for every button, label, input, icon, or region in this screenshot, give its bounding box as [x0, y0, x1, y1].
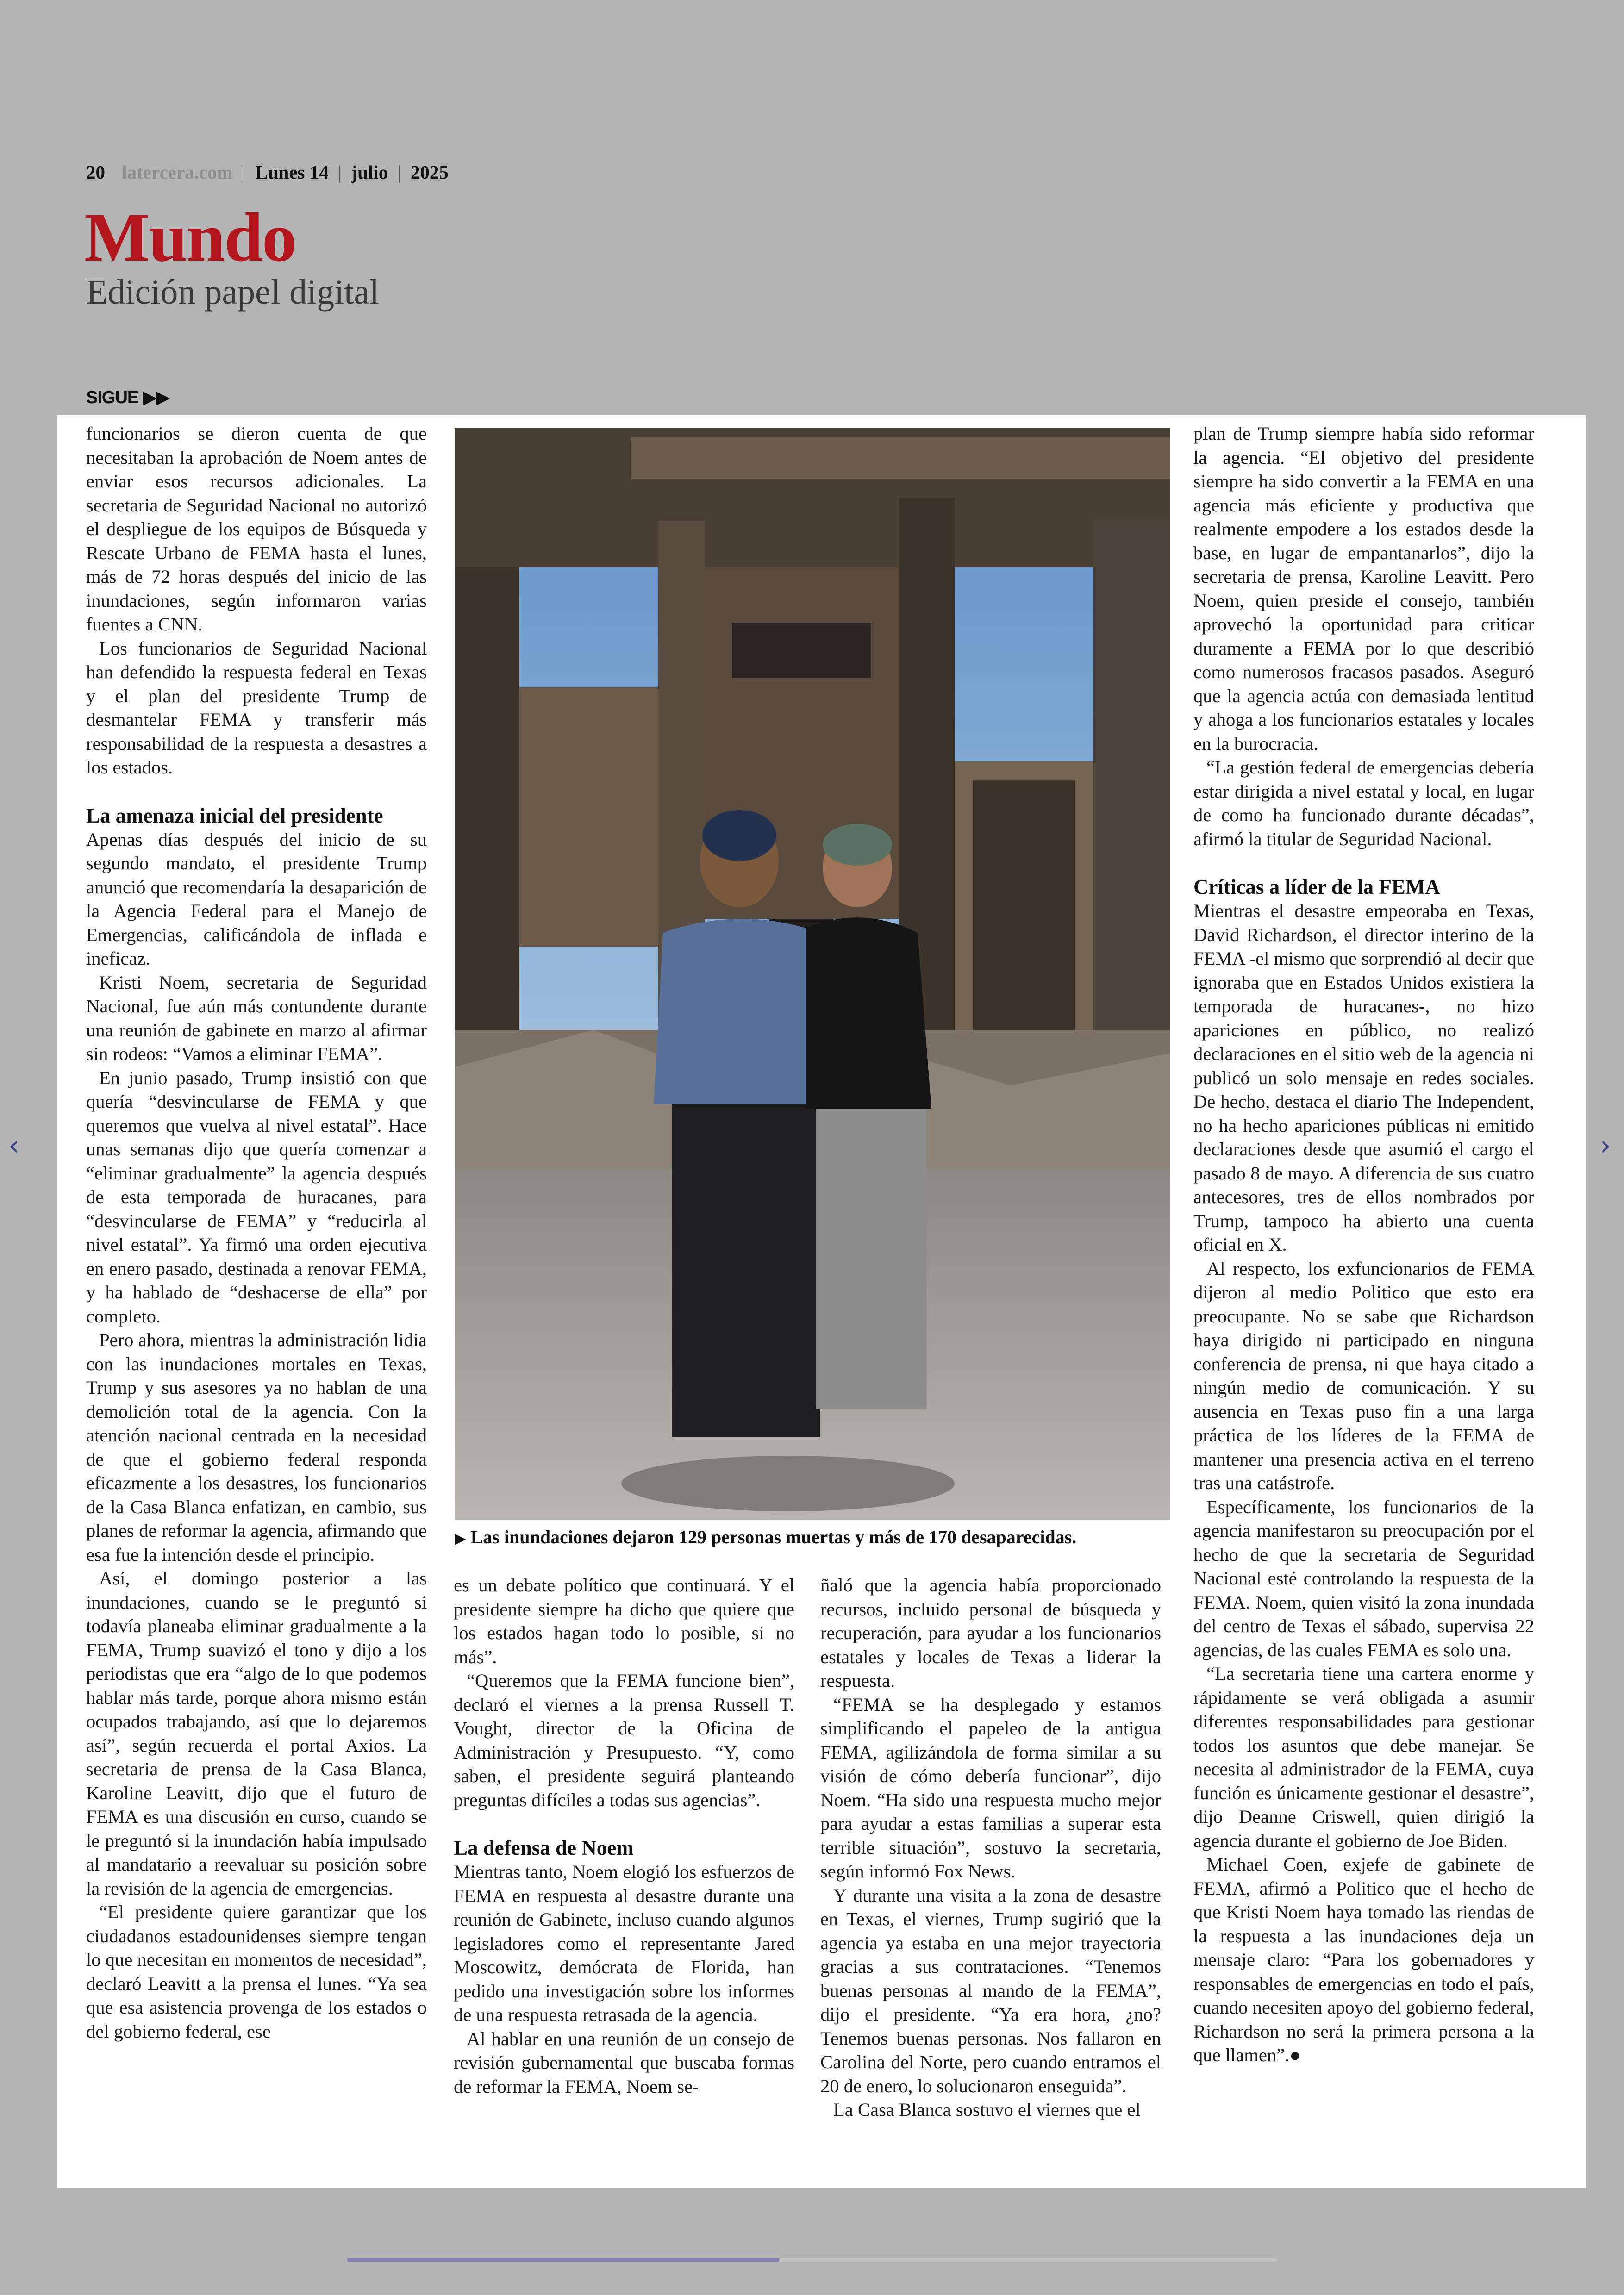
paragraph: Y durante una visita a la zona de desastre en Texas, el viernes, Trump sugirió que la agencia ya estaba en una mejor trayectoria gracias a sus contrataciones. “Tenemos buenas personas al mando de la FEMA”, dijo el presidente. “Ya era hora, ¿no? Tenemos buenas personas. Nos fallaron en Carolina del Norte, pero cuando entramos el 20 de enero, lo solucionaron enseguida”. — [820, 1884, 1161, 2096]
paragraph: Específicamente, los funcionarios de la agencia manifestaron su preocupación por el hecho de que la secretaria de Seguridad Nacional esté controlando la respuesta de la FEMA. Noem, quien visitó la zona inundada del centro de Texas el sábado, supervisa 22 agencias, de las cuales FEMA es solo una. — [1193, 1496, 1534, 1660]
paragraph: Michael Coen, exjefe de gabinete de FEMA, afirmó a Politico que el hecho de que Kristi Noem haya tomado las riendas de la respuesta a las inundaciones deja un mensaje claro: “Para los gobernadores y responsables de emergencias en todo el país, cuando necesiten apoyo del gobierno federal, Richardson no será la primera persona a la que llamen”.● — [1193, 1854, 1534, 2065]
paragraph: Los funcionarios de Seguridad Nacional han defendido la respuesta federal en Texas y el plan del presidente Trump de desmantelar FEMA y transferir más responsabilidad de la respuesta a desastres a los estados. — [86, 637, 427, 778]
paragraph: plan de Trump siempre había sido reformar la agencia. “El objetivo del presidente siempre ha sido convertir a la FEMA en una agencia más eficiente y productiva que realmente empodere a los estados desde la base, en lugar de empantanarlos”, dijo la secretaria de prensa, Karoline Leavitt. Pero Noem, quien preside el consejo, también aprovechó la oportunidad para criticar duramente a FEMA por lo que describió como numerosos fracasos pasados. Aseguró que la agencia actúa con demasiada lentitud y ahoga a los funcionarios estatales y locales en la burocracia. — [1193, 423, 1534, 754]
subheading: La defensa de Noem — [454, 1836, 634, 1859]
site-name: latercera.com — [122, 162, 233, 183]
date-month: julio — [351, 162, 388, 183]
paragraph: “El presidente quiere garantizar que los ciudadanos estadounidenses siempre tengan lo que necesitan en momentos de necesidad”, declaró Leavitt a la prensa el lunes. “Ya sea que esa asistencia provenga de los estados o del gobierno federal, ese — [86, 1902, 427, 2042]
article-column-1 — [86, 422, 427, 2162]
page-number: 20 — [86, 162, 105, 183]
paragraph: “Queremos que la FEMA funcione bien”, declaró el viernes a la prensa Russell T. Vought, director de la Oficina de Administración y Presupuesto. “Y, como saben, el presidente seguirá planteando preguntas difíciles a todas sus agencias”. — [454, 1670, 794, 1810]
paragraph: funcionarios se dieron cuenta de que necesitaban la aprobación de Noem antes de enviar esos recursos adicionales. La secretaria de Seguridad Nacional no autorizó el despliegue de los equipos de Búsqueda y Rescate Urbano de FEMA hasta el lunes, más de 72 horas después del inicio de las inundaciones, según informaron varias fuentes a CNN. — [86, 423, 427, 635]
section-title: Mundo — [84, 199, 296, 276]
paragraph: En junio pasado, Trump insistió con que quería “desvincularse de FEMA y que queremos que vuelva al nivel estatal”. Hace unas semanas dijo que quería comenzar a “eliminar gradualmente” la agencia después de esta temporada de huracanes, para “desvincularse de FEMA” y “reducirla al nivel estatal”. Ya firmó una orden ejecutiva en enero pasado, destinada a renovar FEMA, y ha hablado de “deshacerse de ella” por completo. — [86, 1067, 427, 1327]
chevron-right-icon[interactable]: › — [1600, 1129, 1611, 1162]
paragraph: “FEMA se ha desplegado y estamos simplificando el papeleo de la antigua FEMA, agilizándola de forma similar a su visión de cómo debería funcionar”, dijo Noem. “Ha sido una respuesta mucho mejor para ayudar a estas familias a superar esta terrible situación”, sostuvo la secretaria, según informó Fox News. — [820, 1694, 1161, 1882]
paragraph: Apenas días después del inicio de su segundo mandato, el presidente Trump anunció que recomendaría la desaparición de la Agencia Federal para el Manejo de Emergencias, calificándola de inflada e ineficaz. — [86, 829, 427, 969]
paragraph: La Casa Blanca sostuvo el viernes que el — [833, 2099, 1141, 2120]
reading-progress-fill — [347, 2258, 780, 2262]
date-year: 2025 — [410, 162, 449, 183]
section-subtitle: Edición papel digital — [86, 273, 380, 312]
newspaper-page — [57, 415, 1586, 2188]
paragraph: Al respecto, los exfuncionarios de FEMA dijeron al medio Politico que esto era preocupante. No se sabe que Richardson haya dirigido ni participado en ninguna conferencia de prensa, ni que haya citado a ningún medio de comunicación. Y su ausencia en Texas puso fin a una larga práctica de los líderes de la FEMA de mantener una presencia activa en el terreno tras una catástrofe. — [1193, 1258, 1534, 1493]
article-photo — [455, 428, 1170, 1520]
reading-progress-bar[interactable] — [347, 2258, 1277, 2262]
chevron-left-icon[interactable]: ‹ — [8, 1129, 19, 1162]
paragraph: Kristi Noem, secretaria de Seguridad Nacional, fue aún más contundente durante una reunión de gabinete en marzo al afirmar sin rodeos: “Vamos a eliminar FEMA”. — [86, 972, 427, 1064]
paragraph: es un debate político que continuará. Y el presidente siempre ha dicho que quiere que los estados hagan todo lo posible, si no más”. — [454, 1575, 794, 1667]
article-column-2 — [454, 1573, 794, 2161]
subheading: La amenaza inicial del presidente — [86, 804, 383, 827]
page-header: 20 latercera.com | Lunes 14 | julio | 2025 — [86, 162, 449, 183]
date-day: Lunes 14 — [255, 162, 329, 183]
article-column-4 — [1193, 422, 1534, 2162]
photo-caption: ▶ Las inundaciones dejaron 129 personas muertas y más de 170 desaparecidas. — [455, 1527, 1077, 1547]
article-column-3 — [820, 1573, 1161, 2161]
paragraph: Mientras el desastre empeoraba en Texas, David Richardson, el director interino de la FEMA -el mismo que sorprendió al decir que ignoraba que en Estados Unidos existiera la temporada de huracanes-, no hizo apariciones en público, no realizó declaraciones en el sitio web de la agencia ni publicó un solo mensaje en redes sociales. De hecho, destaca el diario The Independent, no ha hecho apariciones públicas ni emitido declaraciones desde que asumió el cargo el pasado 8 de mayo. A diferencia de sus cuatro antecesores, tres de ellos nombrados por Trump, tampoco ha abierto una cuenta oficial en X. — [1193, 900, 1534, 1255]
paragraph: Pero ahora, mientras la administración lidia con las inundaciones mortales en Texas, Trump y sus asesores ya no hablan de una demolición total de la agencia. Con la atención nacional centrada en la necesidad de que el gobierno federal responda eficazmente a los desastres, los funcionarios de la Casa Blanca enfatizan, en cambio, sus planes de reformar la agencia, afirmando que esa fue la intención desde el principio. — [86, 1329, 427, 1565]
triangle-right-icon: ▶ — [455, 1530, 466, 1547]
paragraph: Así, el domingo posterior a las inundaciones, cuando se le preguntó si todavía planeaba eliminar gradualmente a la FEMA, Trump suavizó el tono y dijo a los periodistas que era “algo de lo que podemos hablar más tarde, porque ahora mismo están ocupados trabajando, así que lo dejaremos así”, según recuerda el portal Axios. La secretaria de prensa de la Casa Blanca, Karoline Leavitt, dijo que el futuro de FEMA es una discusión en curso, cuando se le preguntó si la inundación había impulsado al mandatario a reevaluar su posición sobre la revisión de la agencia de emergencias. — [86, 1568, 427, 1899]
paragraph: “La secretaria tiene una cartera enorme y rápidamente se verá obligada a asumir diferentes responsabilidades para gestionar todos los asuntos que debe manejar. Se necesita al administrador de la FEMA, cuya función es únicamente gestionar el desastre”, dijo Deanne Criswell, quien dirigió la agencia durante el gobierno de Joe Biden. — [1193, 1663, 1534, 1851]
subheading: Críticas a líder de la FEMA — [1193, 875, 1440, 898]
end-mark: ● — [1289, 2045, 1301, 2065]
paragraph: Mientras tanto, Noem elogió los esfuerzos de FEMA en respuesta al desastre durante una reunión de Gabinete, incluso cuando algunos legisladores como el representante Jared Moscowitz, demócrata de Florida, han pedido una investigación sobre los informes de una respuesta retrasada de la agencia. — [454, 1861, 794, 2025]
paragraph: Al hablar en una reunión de un consejo de revisión gubernamental que buscaba formas de reformar la FEMA, Noem se- — [454, 2028, 794, 2097]
paragraph: ñaló que la agencia había proporcionado recursos, incluido personal de búsqueda y recuperación, para ayudar a los funcionarios estatales y locales de Texas a liderar la respuesta. — [820, 1575, 1161, 1691]
continue-label: SIGUE ▶▶ — [86, 388, 169, 407]
paragraph: “La gestión federal de emergencias debería estar dirigida a nivel estatal y local, en lugar de como ha funcionado durante décadas”, afirmó la titular de Seguridad Nacional. — [1193, 757, 1534, 849]
